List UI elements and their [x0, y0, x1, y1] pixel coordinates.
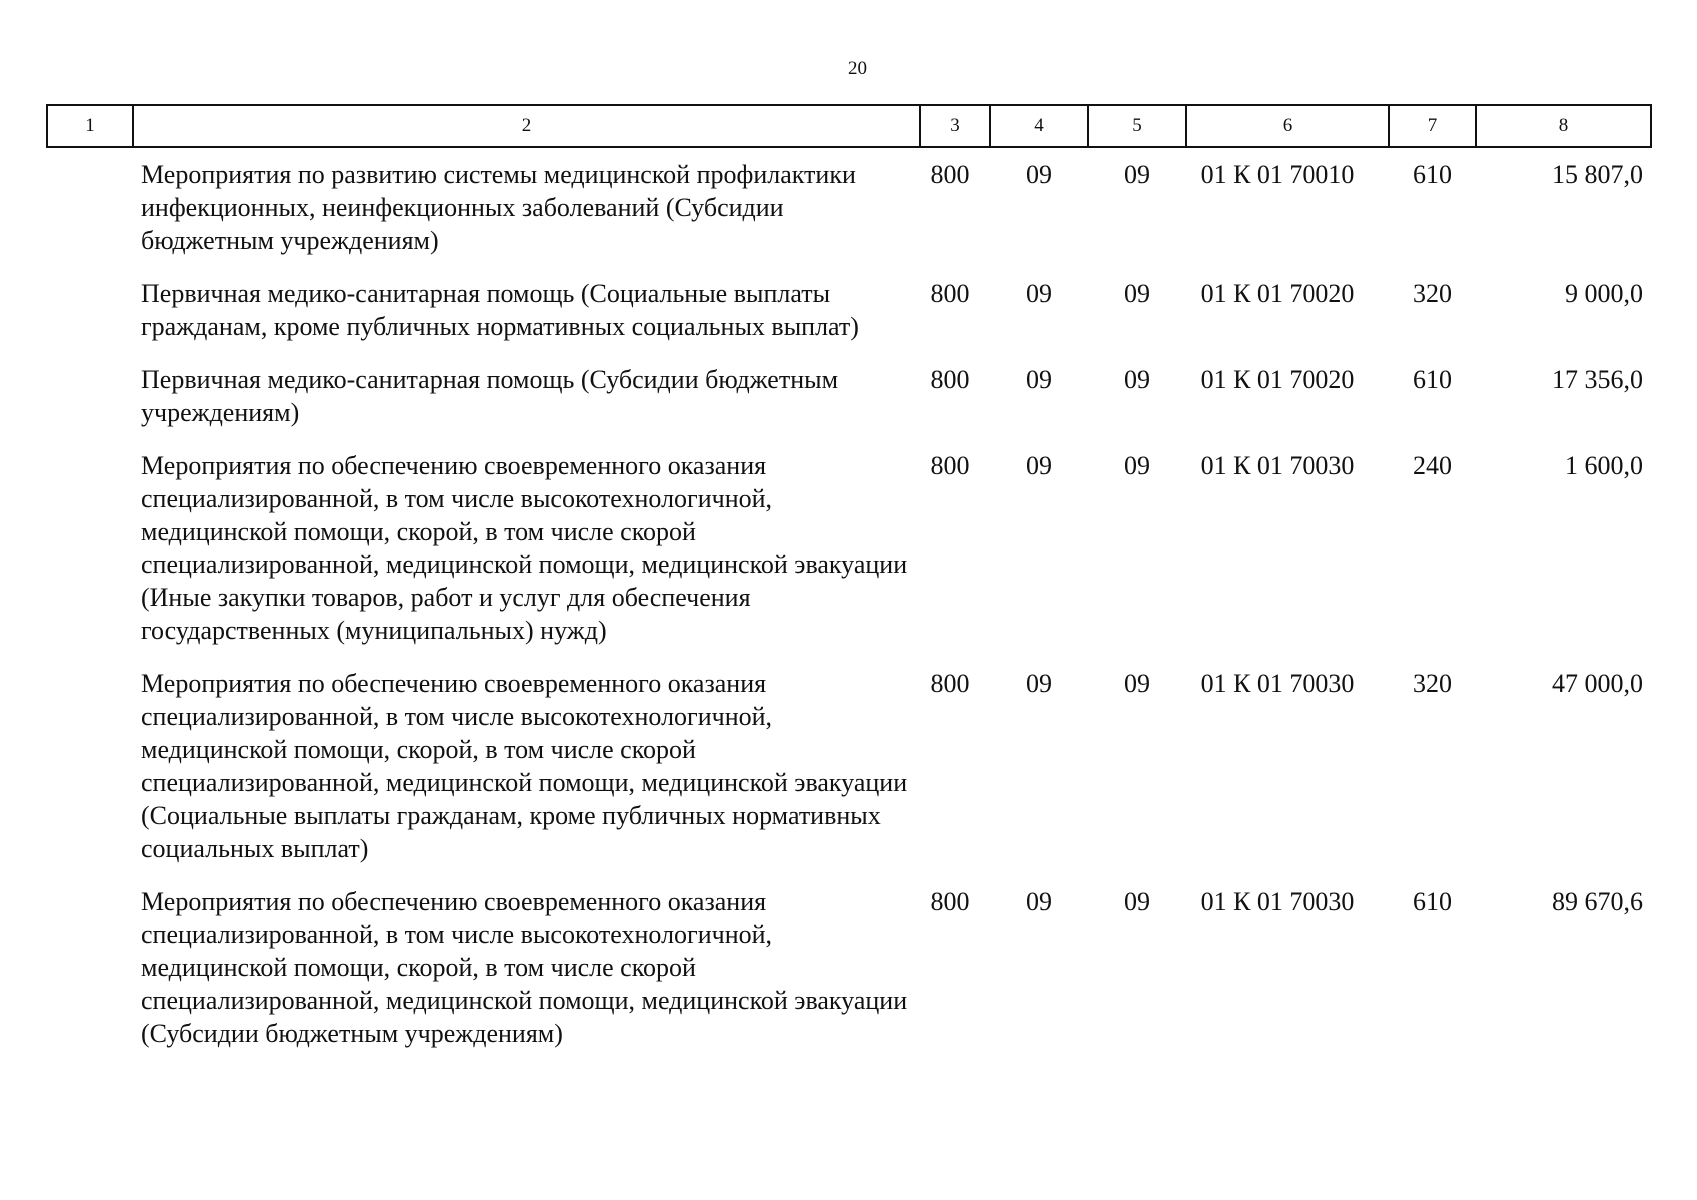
cell-amount: 1 600,0 [1565, 451, 1643, 480]
cell-col-5: 09 [1124, 160, 1150, 189]
cell-amount: 9 000,0 [1565, 279, 1643, 308]
cell-item-name: Первичная медико-санитарная помощь (Субсидии бюджетным учреждениям) [141, 365, 839, 427]
cell-col-3: 800 [930, 669, 970, 698]
cell-amount: 17 356,0 [1552, 365, 1643, 394]
cell-col-5: 09 [1124, 279, 1150, 308]
cell-item-name: Мероприятия по обеспечению своевременного оказания специализированной, в том числе высокотехнологичной, медицинской помощи, скорой, в том числе скорой специализированной, медицинской помощи, медицинской эвакуации (Социальные выплаты гражданам, кроме публичных нормативных социальных выплат) [141, 669, 908, 863]
cell-col-7: 320 [1413, 279, 1452, 308]
cell-col-1 [47, 363, 133, 449]
header-row [47, 105, 1651, 147]
cell-col-5: 09 [1124, 887, 1150, 916]
cell-col-6: 01 К 01 70030 [1200, 887, 1355, 916]
cell-col-4: 09 [1026, 887, 1052, 916]
cell-col-4: 09 [1026, 279, 1052, 308]
cell-col-6: 01 К 01 70010 [1200, 160, 1355, 189]
table-header [47, 105, 1651, 147]
cell-col-1 [47, 277, 133, 363]
cell-amount: 89 670,6 [1552, 887, 1643, 916]
cell-col-5: 09 [1124, 669, 1150, 698]
cell-col-4: 09 [1026, 160, 1052, 189]
cell-col-5: 09 [1124, 365, 1150, 394]
table-row [47, 885, 1651, 1070]
cell-col-6: 01 К 01 70020 [1200, 365, 1355, 394]
table-row [47, 277, 1651, 363]
header-col-2: 2 [133, 105, 920, 147]
cell-col-7: 240 [1413, 451, 1452, 480]
cell-amount: 47 000,0 [1552, 669, 1643, 698]
header-col-3: 3 [920, 105, 990, 147]
cell-col-1 [47, 667, 133, 885]
cell-col-7: 610 [1413, 365, 1452, 394]
cell-item-name: Первичная медико-санитарная помощь (Социальные выплаты гражданам, кроме публичных нормативных социальных выплат) [141, 279, 859, 341]
cell-col-7: 610 [1413, 160, 1452, 189]
cell-col-6: 01 К 01 70020 [1200, 279, 1355, 308]
header-col-4: 4 [990, 105, 1088, 147]
cell-col-3: 800 [930, 279, 970, 308]
cell-col-7: 320 [1413, 669, 1452, 698]
cell-col-1 [47, 885, 133, 1070]
cell-col-1 [47, 449, 133, 667]
table-row [47, 667, 1651, 885]
cell-col-3: 800 [930, 160, 970, 189]
cell-item-name: Мероприятия по развитию системы медицинской профилактики инфекционных, неинфекционных заболеваний (Субсидии бюджетным учреждениям) [141, 160, 856, 255]
cell-col-6: 01 К 01 70030 [1200, 451, 1355, 480]
table-row [47, 363, 1651, 449]
header-col-7: 7 [1389, 105, 1476, 147]
cell-item-name: Мероприятия по обеспечению своевременного оказания специализированной, в том числе высокотехнологичной, медицинской помощи, скорой, в том числе скорой специализированной, медицинской помощи, медицинской эвакуации (Иные закупки товаров, работ и услуг для обеспечения государственных (муниципальных) нужд) [141, 451, 908, 645]
header-col-1: 1 [47, 105, 133, 147]
cell-col-3: 800 [930, 451, 970, 480]
cell-col-5: 09 [1124, 451, 1150, 480]
cell-col-7: 610 [1413, 887, 1452, 916]
page-number: 20 [848, 58, 867, 79]
cell-col-3: 800 [930, 365, 970, 394]
header-col-6: 6 [1186, 105, 1389, 147]
budget-table [46, 104, 1652, 1070]
table-row [47, 449, 1651, 667]
header-col-8: 8 [1476, 105, 1651, 147]
cell-col-4: 09 [1026, 365, 1052, 394]
cell-amount: 15 807,0 [1552, 160, 1643, 189]
table-body [47, 147, 1651, 1070]
cell-col-4: 09 [1026, 669, 1052, 698]
cell-col-6: 01 К 01 70030 [1200, 669, 1355, 698]
cell-col-4: 09 [1026, 451, 1052, 480]
cell-item-name: Мероприятия по обеспечению своевременного оказания специализированной, в том числе высокотехнологичной, медицинской помощи, скорой, в том числе скорой специализированной, медицинской помощи, медицинской эвакуации (Субсидии бюджетным учреждениям) [141, 887, 908, 1048]
cell-col-3: 800 [930, 887, 970, 916]
cell-col-1 [47, 147, 133, 277]
header-col-5: 5 [1088, 105, 1186, 147]
table-row [47, 147, 1651, 277]
